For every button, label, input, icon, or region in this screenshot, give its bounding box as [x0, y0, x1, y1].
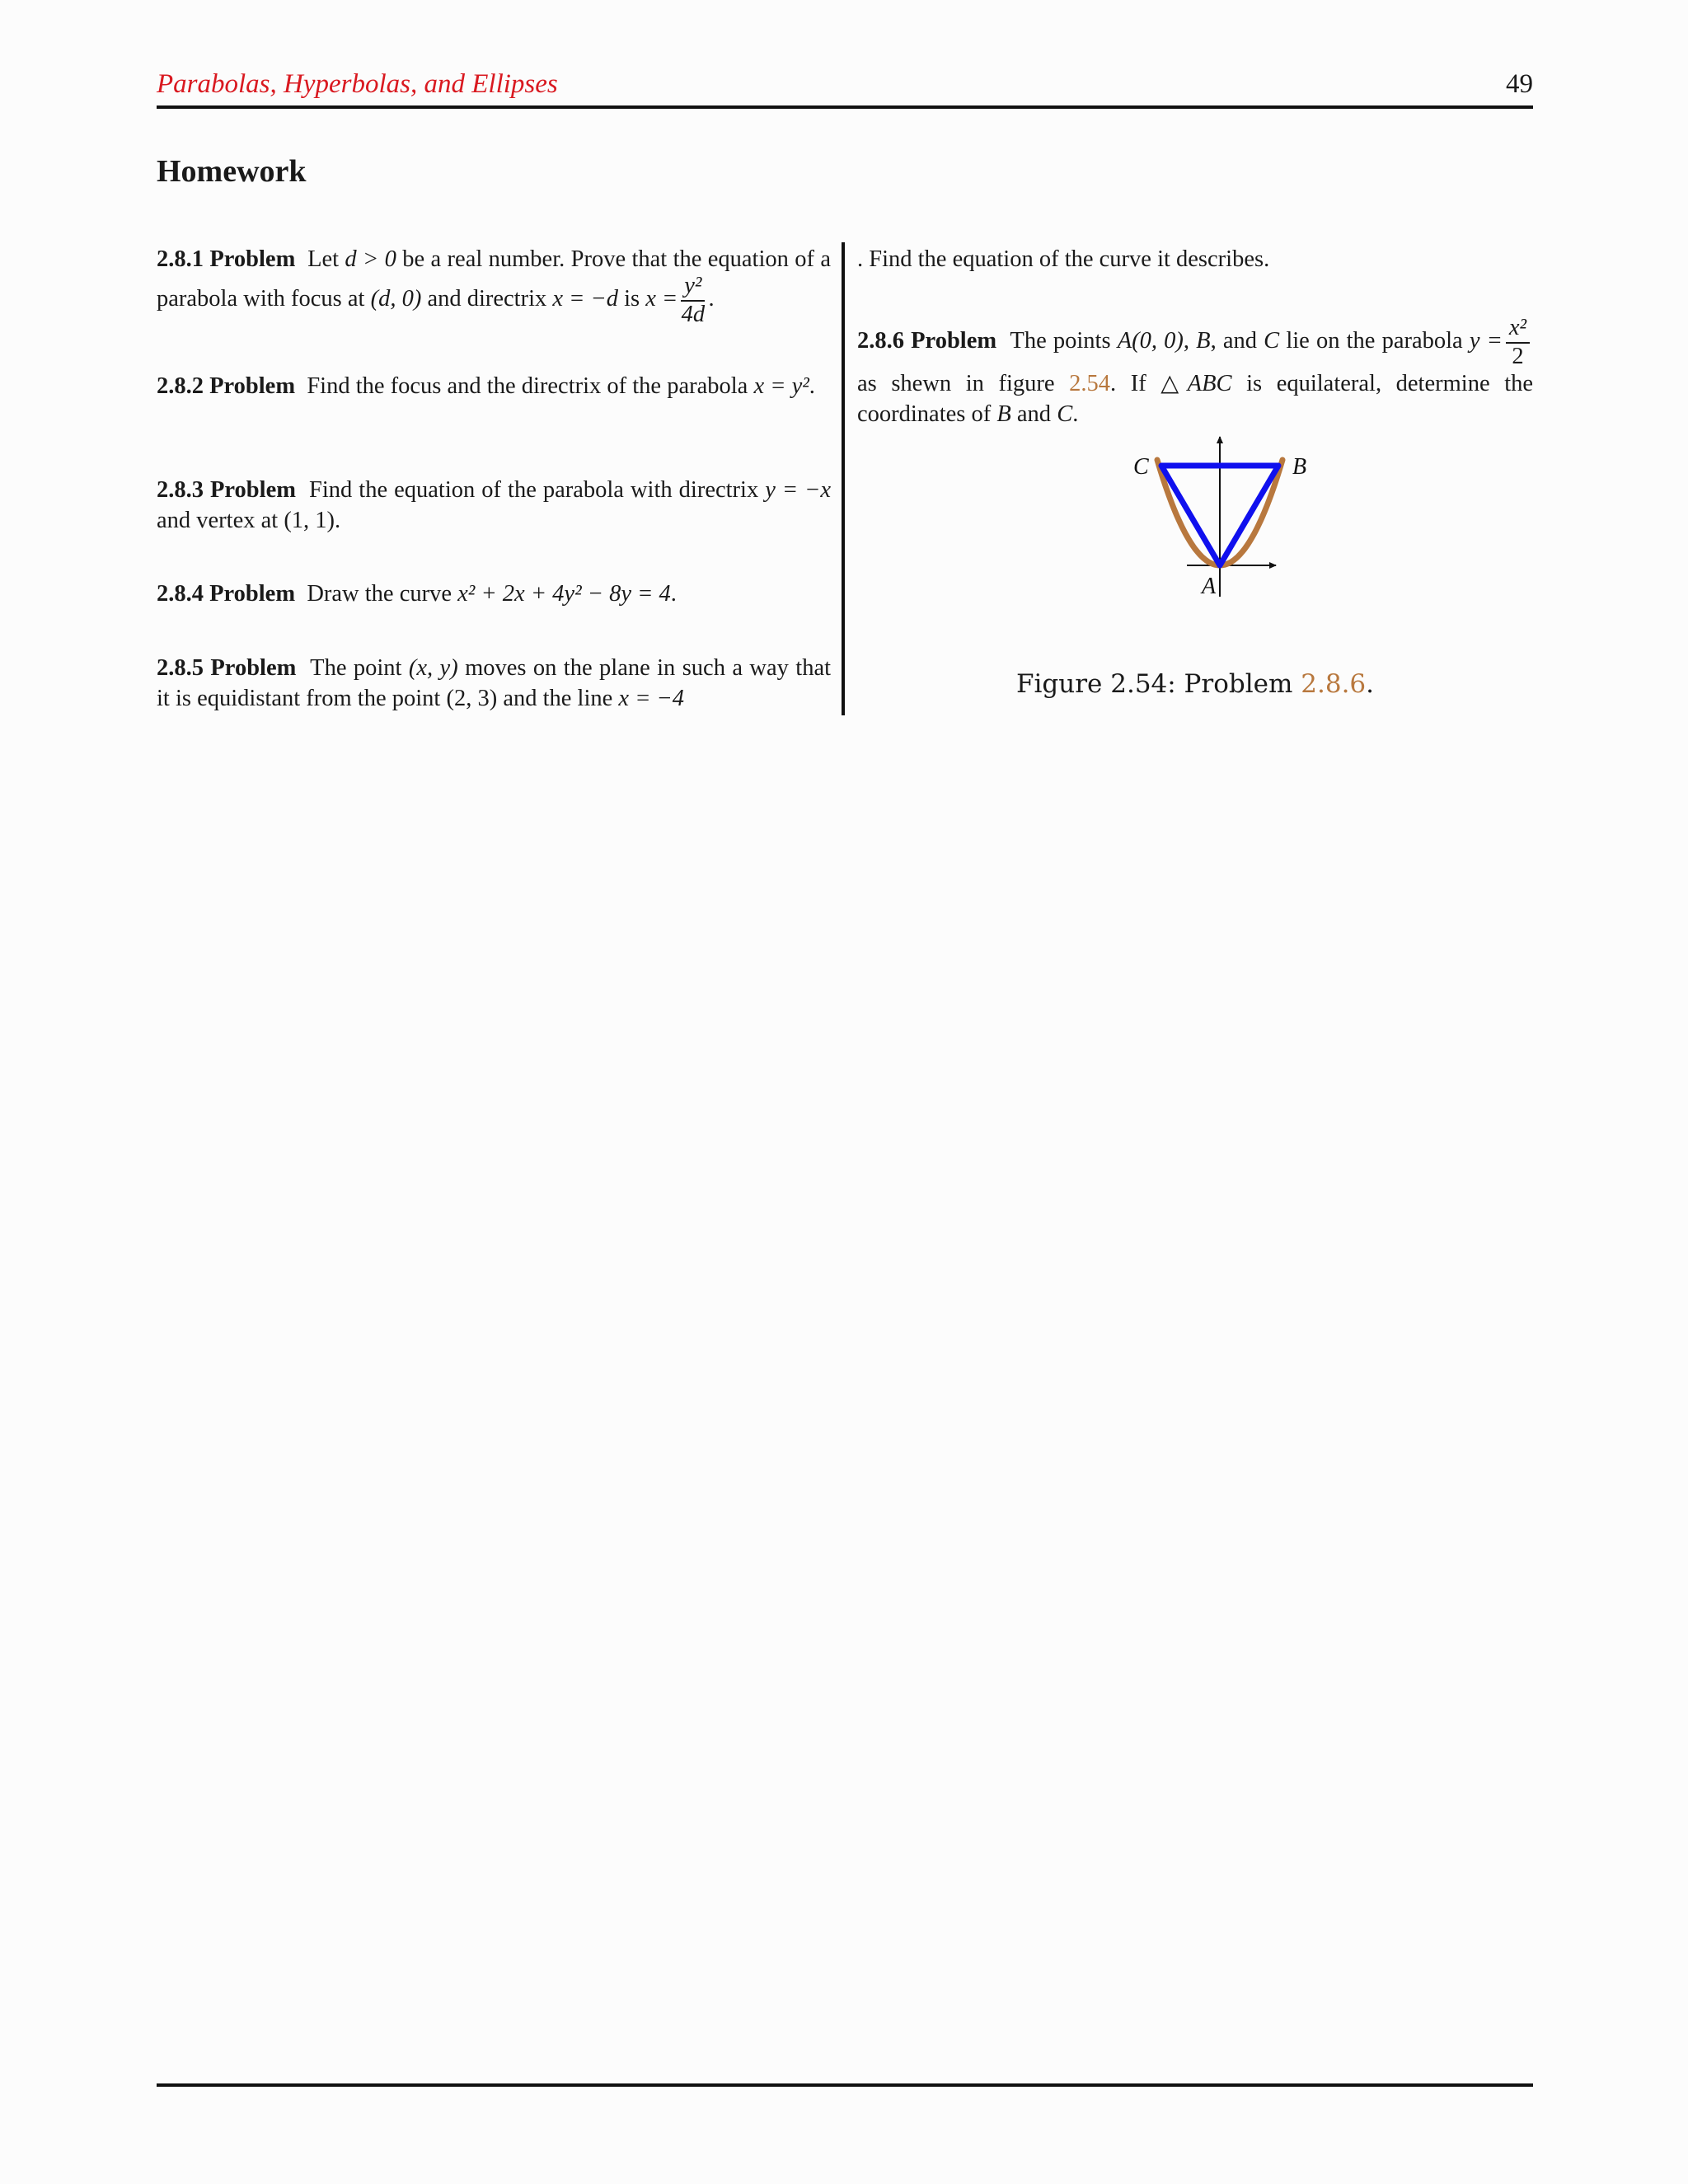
chapter-title: Parabolas, Hyperbolas, and Ellipses [157, 69, 558, 99]
problem-text: , and [1210, 328, 1257, 354]
problem-text: as shewn in figure [857, 371, 1055, 396]
problem-label: 2.8.5 Problem [157, 655, 297, 681]
problem-text: Draw the curve [307, 581, 452, 607]
math-inline: B [1196, 328, 1211, 354]
problem-text: . [1072, 401, 1079, 427]
problem-text: and the line [503, 686, 613, 711]
math-inline: A(0, 0) [1117, 328, 1184, 354]
figure-caption [857, 669, 1533, 699]
problem-text: Find the focus and the directrix of the parabola [307, 373, 748, 399]
figure-reference-link[interactable]: 2.54 [1069, 371, 1111, 396]
fraction [681, 274, 705, 326]
point-label-c: C [1133, 454, 1149, 480]
section-title: Homework [157, 154, 307, 189]
problem-label: 2.8.6 Problem [857, 328, 997, 354]
math-inline: (x, y) [408, 655, 458, 681]
header-rule [157, 105, 1533, 109]
problem-2-8-1 [157, 244, 831, 326]
problem-text: and vertex at [157, 508, 279, 533]
caption-text: Figure 2.54: Problem [1015, 669, 1293, 699]
problem-text: . [809, 373, 815, 399]
problem-text: Find the equation of the parabola with directrix [309, 477, 759, 503]
math-inline: x = −4 [618, 686, 685, 711]
point-label-a: A [1202, 574, 1217, 599]
math-inline: (1, 1) [284, 508, 335, 533]
math-inline: ABC [1187, 371, 1232, 396]
caption-text: . [1366, 669, 1375, 699]
fraction-numerator: y² [681, 274, 705, 302]
problem-text: , [1183, 328, 1189, 354]
problem-text: The point [310, 655, 402, 681]
problem-text: be a real number. Prove that the equation of a parabola with focus at [157, 246, 832, 312]
math-inline: B [996, 401, 1011, 427]
caption-problem-link[interactable]: 2.8.6 [1301, 669, 1367, 699]
math-inline: d > 0 [345, 246, 396, 272]
fraction-denominator: 4d [681, 301, 706, 327]
math-inline: C [1264, 328, 1280, 354]
math-inline: y = [1469, 328, 1503, 354]
problem-text: is [624, 286, 640, 312]
math-inline: (d, 0) [370, 286, 422, 312]
page-number: 49 [1506, 69, 1533, 99]
problem-label: 2.8.4 Problem [157, 581, 296, 607]
column-divider [842, 242, 845, 715]
problem-text: and [1016, 401, 1052, 427]
problem-text: . [708, 286, 715, 312]
parabola-triangle-figure [1133, 432, 1352, 605]
problem-2-8-6 [857, 316, 1533, 429]
problem-text: moves on the plane in such a way that it is equidistant from the point [157, 655, 832, 711]
problem-text: lie on the parabola [1286, 328, 1463, 354]
math-inline: x = y² [753, 373, 809, 399]
problem-text: . [670, 581, 677, 607]
fraction [1506, 316, 1530, 368]
problem-label: 2.8.3 Problem [157, 477, 296, 503]
problem-text: . If △ [1110, 371, 1188, 396]
problem-2-8-5 [157, 653, 831, 714]
fraction-denominator: 2 [1512, 343, 1524, 369]
problem-label: 2.8.1 Problem [157, 246, 296, 272]
problem-text: and directrix [427, 286, 547, 312]
fraction-numerator: x² [1506, 316, 1530, 344]
problem-2-8-5-continued [857, 244, 1533, 274]
math-inline: x = −d [552, 286, 618, 312]
problem-label: 2.8.2 Problem [157, 373, 296, 399]
math-inline: x = [645, 286, 678, 312]
math-inline: C [1057, 401, 1073, 427]
problem-2-8-3 [157, 475, 831, 536]
problem-text: is equilateral, determine the coordinates of [857, 371, 1534, 427]
footer-rule [157, 2083, 1533, 2087]
problem-text: . [335, 508, 341, 533]
problem-text: Let [307, 246, 340, 272]
math-inline: y = −x [765, 477, 832, 503]
problem-text: The points [1010, 328, 1111, 354]
math-inline: x² + 2x + 4y² − 8y = 4 [457, 581, 671, 607]
problem-2-8-4 [157, 579, 831, 609]
problem-2-8-2 [157, 371, 831, 401]
math-inline: (2, 3) [446, 686, 498, 711]
problem-text: . Find the equation of the curve it describes. [857, 246, 1270, 272]
point-label-b: B [1292, 454, 1307, 480]
running-head [157, 69, 1533, 105]
